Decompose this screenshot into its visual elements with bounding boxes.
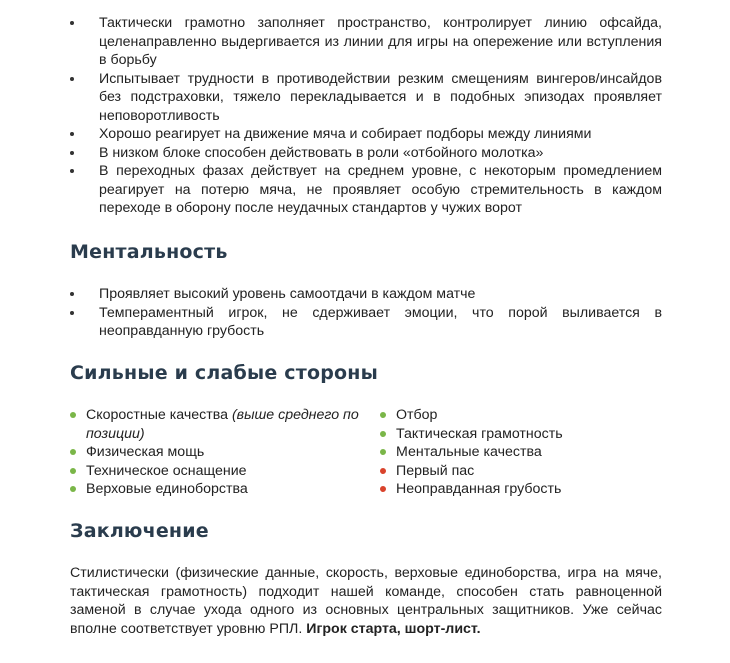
tactics-bullet: В низком блоке способен действовать в роли «отбойного молотка» <box>70 144 662 163</box>
tactics-bullet: Хорошо реагирует на движение мяча и собирает подборы между линиями <box>70 125 662 144</box>
negative-dot-icon <box>380 486 386 492</box>
mentality-bullet-list <box>70 285 662 341</box>
negative-dot-icon <box>380 468 386 474</box>
bullet-icon <box>70 21 74 25</box>
tactics-bullet: Испытывает трудности в противодействии резким смещениям вингеров/инсайдов без подстраховки, тяжело перекладывается и в подобных эпизодах проявляет неповоротливость <box>70 70 662 126</box>
sw-item: Первый пас <box>380 462 670 481</box>
strengths-weaknesses-right-list <box>380 406 670 499</box>
bullet-icon <box>70 292 74 296</box>
mentality-heading: Ментальность <box>70 241 228 263</box>
bullet-icon <box>70 132 74 136</box>
sw-item: Ментальные качества <box>380 443 670 462</box>
mentality-bullet: Проявляет высокий уровень самоотдачи в каждом матче <box>70 285 662 304</box>
positive-dot-icon <box>70 449 76 455</box>
positive-dot-icon <box>380 412 386 418</box>
sw-item: Техническое оснащение <box>70 462 360 481</box>
verdict-text: Игрок старта, шорт-лист. <box>306 620 481 637</box>
strengths-weaknesses-heading: Сильные и слабые стороны <box>70 362 378 384</box>
positive-dot-icon <box>70 412 76 418</box>
bullet-icon <box>70 311 74 315</box>
bullet-icon <box>70 151 74 155</box>
tactics-bullet: В переходных фазах действует на среднем уровне, с некоторым промедлением реагирует на потерю мяча, не проявляет особую стремительность в каждом переходе в оборону после неудачных стандартов у чужих ворот <box>70 162 662 218</box>
positive-dot-icon <box>70 486 76 492</box>
mentality-bullet: Темпераментный игрок, не сдерживает эмоции, что порой выливается в неоправданную грубость <box>70 304 662 341</box>
bullet-icon <box>70 77 74 81</box>
tactics-bullet: Тактически грамотно заполняет пространство, контролирует линию офсайда, целенаправленно выдергивается из линии для игры на опережение или вступления в борьбу <box>70 14 662 70</box>
sw-item: Физическая мощь <box>70 443 360 462</box>
sw-item: Верховые единоборства <box>70 480 360 499</box>
sw-item: Неоправданная грубость <box>380 480 670 499</box>
bullet-icon <box>70 169 74 173</box>
conclusion-heading: Заключение <box>70 520 209 542</box>
sw-item: Отбор <box>380 406 670 425</box>
tactics-bullet-list <box>70 14 662 218</box>
sw-item: Тактическая грамотность <box>380 425 670 444</box>
conclusion-paragraph: Стилистически (физические данные, скорость, верховые единоборства, игра на мяче, тактическая грамотность) подходит нашей команде, способен стать равноценной заменой в случае ухода одного из основных центральных защитников. Уже сейчас вполне соответствует уровню РПЛ. Игрок старта, шорт-лист. <box>70 565 662 637</box>
strengths-weaknesses-left-list <box>70 406 360 499</box>
sw-item: Скоростные качества (выше среднего по позиции) <box>70 406 360 443</box>
positive-dot-icon <box>70 468 76 474</box>
positive-dot-icon <box>380 449 386 455</box>
positive-dot-icon <box>380 431 386 437</box>
